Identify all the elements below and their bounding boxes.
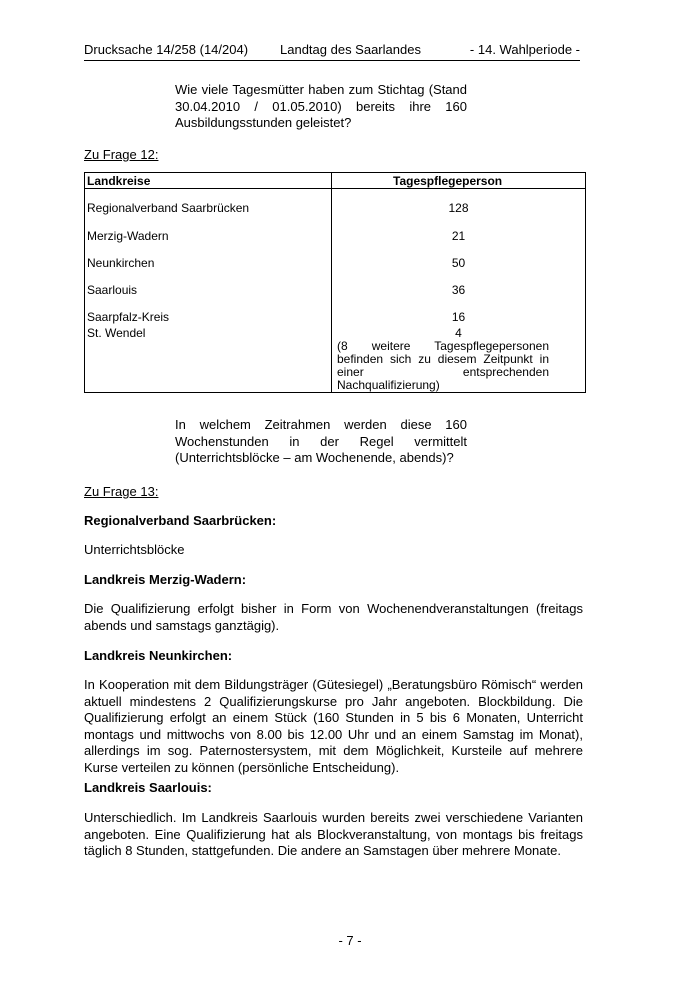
district-value: 16 [451,310,466,324]
district-name: Neunkirchen [87,256,155,270]
district-value: 21 [451,229,466,243]
saarbruecken-title: Regionalverband Saarbrücken: [84,513,277,528]
column-header-districts: Landkreise [85,173,332,189]
answer-13-heading: Zu Frage 13: [84,484,159,499]
question-13: In welchem Zeitrahmen werden diese 160 Wochenstunden in der Regel vermittelt (Unterrichtsblöcke – am Wochenende, abends)? [175,417,467,465]
page-number: - 7 - [338,933,362,948]
district-name: St. Wendel [87,326,146,340]
table-row [85,324,586,393]
district-table [84,172,586,393]
column-header-persons: Tagespflegeperson [332,173,586,189]
district-value: 4 [455,326,462,340]
table-row [85,189,586,217]
table-header-row [85,173,586,189]
neunkirchen-text: In Kooperation mit dem Bildungsträger (Gütesiegel) „Beratungsbüro Römisch“ werden aktuell mindestens 2 Qualifizierungskurse pro Jahr angeboten. Blockbildung. Die Qualifizierung erfolgt an einem Stück (160 Stunden in 5 bis 6 Monaten, Unterricht montags und mittwochs von 8.00 bis 12.00 Uhr und an einem Samstag im Monat), allerdings im sog. Paternostersystem, mit dem Möglichkeit, Kursteile auf mehrere Kurse verteilen zu können (persönliche Entscheidung). [84,677,583,775]
district-name: Merzig-Wadern [87,229,169,243]
district-value: 50 [451,256,466,270]
district-name: Saarpfalz-Kreis [87,310,170,324]
district-name: Regionalverband Saarbrücken [87,201,250,215]
district-name: Saarlouis [87,283,138,297]
merzig-text: Die Qualifizierung erfolgt bisher in Form von Wochenendveranstaltungen (freitags abends und samstags ganztägig). [84,601,583,633]
header-parliament: Landtag des Saarlandes [280,42,421,57]
table-row [85,243,586,270]
page-header [84,40,580,61]
table-row [85,297,586,324]
question-11b: Wie viele Tagesmütter haben zum Stichtag (Stand 30.04.2010 / 01.05.2010) bereits ihre 160 Ausbildungsstunden geleistet? [175,82,467,130]
neunkirchen-title: Landkreis Neunkirchen: [84,648,233,663]
table-row [85,216,586,243]
header-period: - 14. Wahlperiode - [469,42,580,57]
district-value: 128 [448,201,469,215]
saarbruecken-text: Unterrichtsblöcke [84,542,185,557]
merzig-title: Landkreis Merzig-Wadern: [84,572,247,587]
saarlouis-title: Landkreis Saarlouis: [84,780,212,795]
answer-12-heading: Zu Frage 12: [84,147,159,162]
header-document-number: Drucksache 14/258 (14/204) [84,42,249,57]
table-row [85,270,586,297]
district-note: (8 weitere Tagespflegepersonen befinden sich zu diesem Zeitpunkt in einer entsprechenden Nachqualifizierung) [337,339,549,392]
district-value: 36 [451,283,466,297]
saarlouis-text: Unterschiedlich. Im Landkreis Saarlouis wurden bereits zwei verschiedene Varianten angeboten. Eine Qualifizierung hat als Blockveranstaltung, von montags bis freitags täglich 8 Stunden, stattgefunden. Die andere an Samstagen über mehrere Monate. [84,810,583,858]
